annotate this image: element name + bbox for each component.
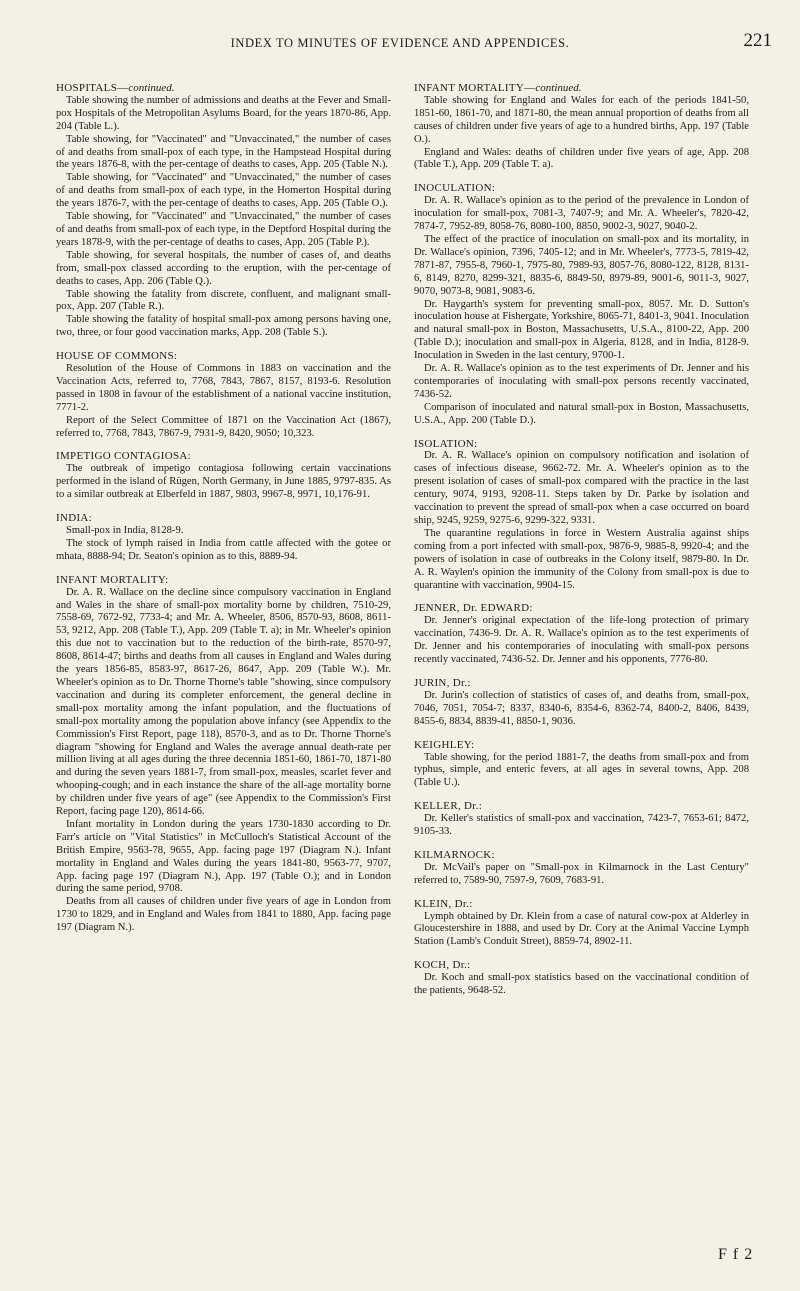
entry-paragraph: Table showing, for "Vaccinated" and "Unvaccinated," the number of cases of and deaths from small-pox of each type, in the Deptford Hospital during the years 1878-9, with the per-centage of deaths to cases, App. 205 (Table P.).: [56, 211, 391, 248]
entry-heading-text: JURIN, Dr.:: [414, 676, 471, 689]
entry-heading: [414, 739, 749, 752]
entry-heading: [56, 350, 391, 363]
entry-heading: [56, 450, 391, 463]
entry-paragraph: Dr. Jenner's original expectation of the life-long protection of primary vaccination, 7436-9. Dr. A. R. Wallace's opinion as to the test experiments of Dr. Jenner and his contemporaries of inoculating with small-pox persons recently vaccinated, 7436-52. Dr. Jenner and his opponents, 7776-80.: [414, 615, 749, 666]
entry-paragraph: Table showing, for "Vaccinated" and "Unvaccinated," the number of cases of and deaths from small-pox of each type, in the Hampstead Hospital during the years 1876-8, with the per-centage of deaths to cases, App. 205 (Table N.).: [56, 133, 391, 171]
entry-heading-text: ISOLATION:: [414, 437, 478, 450]
entry-paragraph: The outbreak of impetigo contagiosa following certain vaccinations performed in the island of Rügen, North Germany, in June 1885, 9797-835. As to a similar outbreak at Elberfeld in 1887, 9803, 9967-8, 9971, 10,176-91.: [56, 463, 391, 501]
entry-paragraph: Table showing the number of admissions and deaths at the Fever and Small-pox Hospitals of the Metropolitan Asylums Board, for the years 1870-86, App. 204 (Table L.).: [56, 94, 391, 132]
entry-paragraph: Deaths from all causes of children under five years of age in London from 1730 to 1829, and in England and Wales from 1841 to 1880, App. facing page 197 (Diagram N.).: [56, 896, 391, 934]
page-number: 221: [743, 30, 772, 51]
entry-paragraph: Dr. Koch and small-pox statistics based on the vaccinational condition of the patients, 9648-52.: [414, 972, 749, 997]
entry-heading-text: HOUSE OF COMMONS:: [56, 350, 178, 363]
entry-paragraph: Dr. A. R. Wallace's opinion on compulsory notification and isolation of cases of infectious disease, 9662-72. Mr. A. Wheeler's opinion as to the present isolation of cases of small-pox compared with the practice in the last century, 9074, 9193, 9208-11. Steps taken by Dr. Parke by isolation and vaccination to prevent the spread of small-pox when a case occurred on board ship, 9245, 9259, 9275-6, 9299-322, 9331.: [414, 450, 749, 526]
entry-heading-text: INDIA:: [56, 512, 93, 525]
entry-paragraph: Resolution of the House of Commons in 1883 on vaccination and the Vaccination Acts, referred to, 7768, 7843, 7867, 8157, 8193-6. Resolution passed in 1808 in favour of the establishment of a national vaccine institution, 7771-2.: [56, 363, 391, 413]
index-entry: [414, 82, 749, 172]
entry-paragraph: Table showing for England and Wales for each of the periods 1841-50, 1851-60, 1861-70, and 1871-80, the mean annual proportion of deaths from all causes of children under five years of age to a hundred births, App. 197 (Table O.).: [414, 94, 749, 145]
entry-heading-text: KOCH, Dr.:: [414, 959, 471, 972]
entry-heading: [414, 800, 749, 813]
entry-paragraph: Report of the Select Committee of 1871 on the Vaccination Act (1867), referred to, 7768, 7843, 7867-9, 7931-9, 8420, 9050; 10,323.: [56, 414, 391, 439]
index-entry: [414, 849, 749, 888]
entry-heading-text: KILMARNOCK:: [414, 848, 495, 861]
entry-heading-text: KELLER, Dr.:: [414, 800, 483, 813]
left-column: [56, 82, 391, 945]
index-entry: [414, 677, 749, 729]
entry-paragraph: Dr. Keller's statistics of small-pox and vaccination, 7423-7, 7653-61; 8472, 9105-33.: [414, 813, 749, 838]
index-entry: [56, 82, 391, 340]
entry-paragraph: Dr. Haygarth's system for preventing small-pox, 8057. Mr. D. Sutton's inoculation house at Fishergate, Yorkshire, 8065-71, 8401-3, 9041. Inoculation and natural small-pox in Boston, Massachusetts, U.S.A., 8100-22, App. 200 (Table D.); inoculation and small-pox in Algeria, 8128, and in India, 8128-9. Inoculation in Sweden in the last century, 9700-1.: [414, 298, 749, 362]
entry-heading-text: JENNER, Dr. EDWARD:: [414, 602, 533, 615]
entry-heading: [414, 602, 749, 615]
entry-heading-text: KLEIN, Dr.:: [414, 897, 473, 910]
index-entry: [414, 602, 749, 667]
entry-paragraph: Table showing the fatality from discrete, confluent, and malignant small-pox, App. 207 (Table R.).: [56, 288, 391, 313]
entry-heading: [414, 898, 749, 911]
entry-heading-text: INFANT MORTALITY:: [56, 573, 169, 586]
page-header: INDEX TO MINUTES OF EVIDENCE AND APPENDICES.: [230, 36, 570, 50]
entry-heading-continued: continued.: [128, 82, 175, 94]
index-entry: [56, 350, 391, 440]
entry-heading-text: HOSPITALS—: [56, 82, 129, 94]
index-entry: [414, 182, 749, 427]
signature-mark: F f 2: [718, 1246, 754, 1263]
entry-paragraph: The effect of the practice of inoculation on small-pox and its mortality, in Dr. Wallace's opinion, 7396, 7405-12; and in Mr. Wheeler's, 7773-5, 7819-42, 7871-87, 7955-8, 7960-1, 7975-80, 7989-93, 8057-76, 8080-122, 8128, 8131-6, 8149, 8270, 8299-321, 8835-6, 8849-50, 8979-89, 9001-6, 9011-3, 9027, 9070, 9073-8, 9081, 9083-6.: [414, 233, 749, 297]
entry-paragraph: Infant mortality in London during the years 1730-1830 according to Dr. Farr's article on "Vital Statistics" in McCulloch's Statistical Account of the British Empire, 9563-78, 9655, App. facing page 197 (Diagram N.). Infant mortality in England and Wales during the years 1841-80, 9563-77, 9707, App. facing page 197 (Diagram N.), App. 197 (Table O.); and in London during the same period, 9708.: [56, 818, 391, 895]
entry-paragraph: The quarantine regulations in force in Western Australia against ships coming from a port infected with small-pox, 9876-9, 9885-8, 9920-4; and the powers of isolation in case of outbreaks in the Colony itself, 9879-80. In Dr. A. R. Waylen's opinion the immunity of the Colony from small-pox is due to quarantine with vaccination, 9904-15.: [414, 527, 749, 591]
entry-heading: [414, 849, 749, 862]
entry-paragraph: Dr. A. R. Wallace's opinion as to the test experiments of Dr. Jenner and his contemporaries of inoculating with small-pox persons recently vaccinated, 7436-52.: [414, 363, 749, 400]
entry-paragraph: Comparison of inoculated and natural small-pox in Boston, Massachusetts, U.S.A., App. 200 (Table D.).: [414, 401, 749, 426]
entry-paragraph: The stock of lymph raised in India from cattle affected with the gotee or mhata, 8888-94; Dr. Seaton's opinion as to this, 8889-94.: [56, 537, 391, 562]
index-entry: [414, 959, 749, 998]
entry-paragraph: Lymph obtained by Dr. Klein from a case of natural cow-pox at Alderley in Gloucestershire in 1888, and used by Dr. Cory at the Animal Vaccine Lymph Station (Lamb's Conduit Street), 8859-74, 8902-11.: [414, 910, 749, 948]
entry-paragraph: Table showing the fatality of hospital small-pox among persons having one, two, three, or four good vaccination marks, App. 208 (Table S.).: [56, 314, 391, 339]
entry-heading-text: INFANT MORTALITY—: [414, 82, 536, 94]
entry-heading: [414, 438, 749, 451]
entry-heading-text: IMPETIGO CONTAGIOSA:: [56, 450, 191, 463]
entry-paragraph: Dr. Jurin's collection of statistics of cases of, and deaths from, small-pox, 7046, 7051, 7054-7; 8337, 8340-6, 8354-6, 8362-74, 8400-2, 8406, 8439, 8455-6, 8834, 8839-41, 8850-1, 9036.: [414, 689, 749, 727]
entry-heading-text: KEIGHLEY:: [414, 738, 475, 751]
entry-heading: [56, 574, 391, 587]
entry-heading: [414, 182, 749, 195]
index-entry: [414, 739, 749, 791]
entry-heading: [414, 82, 749, 95]
index-entry: [414, 438, 749, 593]
index-entry: [56, 450, 391, 502]
entry-paragraph: Table showing, for the period 1881-7, the deaths from small-pox and from typhus, simple, and enteric fevers, at all ages in several towns, App. 208 (Table U.).: [414, 751, 749, 789]
entry-paragraph: England and Wales: deaths of children under five years of age, App. 208 (Table T.), App. 209 (Table T. a).: [414, 146, 749, 171]
entry-heading-text: INOCULATION:: [414, 182, 496, 195]
entry-paragraph: Table showing, for "Vaccinated" and "Unvaccinated," the number of cases of and deaths from small-pox of each type, in the Homerton Hospital during the years 1876-7, with the per-centage of deaths to cases, App. 205 (Table O.).: [56, 172, 391, 210]
entry-paragraph: Dr. McVail's paper on "Small-pox in Kilmarnock in the Last Century" referred to, 7589-90, 7597-9, 7609, 7683-91.: [414, 861, 749, 886]
entry-paragraph: Table showing, for several hospitals, the number of cases of, and deaths from, small-pox classed according to the eruption, with the per-centage of deaths to cases, App. 206 (Table Q.).: [56, 249, 391, 287]
entry-heading: [56, 512, 391, 525]
entry-heading: [414, 677, 749, 690]
entry-paragraph: Dr. A. R. Wallace's opinion as to the period of the prevalence in London of inoculation for small-pox, 7081-3, 7407-9; and Mr. A. Wheeler's, 7820-42, 7874-7, 7952-89, 8058-76, 8080-100, 8850, 9002-3, 9027, 9040-2.: [414, 195, 749, 233]
entry-heading: [56, 82, 391, 95]
index-entry: [414, 800, 749, 839]
entry-paragraph: Small-pox in India, 8128-9.: [66, 525, 184, 536]
index-entry: [56, 574, 391, 935]
entry-heading: [414, 959, 749, 972]
index-entry: [56, 512, 391, 564]
entry-paragraph: Dr. A. R. Wallace on the decline since compulsory vaccination in England and Wales in the share of small-pox mortality borne by children, 7510-29, 7558-69, 7672-92, 7733-4; and Mr. A. Wheeler, 8506, 8570-93, 8608, 8611-53, 9212, App. 208 (Table T.), App. 209 (Table T. a); in Mr. Wheeler's opinion this due not to vaccination but to the reduction of the birth-rate, 8570-97, 8608, 8614-47; births and deaths from all causes in England and Wales during the years 1856-85, 8583-97, 8617-26, 8647, App. 209 (Table W.). Mr. Wheeler's opinion as to Dr. Thorne Thorne's table "showing, since compulsory vaccination and during its completer enforcement, the general decline in small-pox mortality among the infant population, and the fluctuations of small-pox mortality among the population above infancy (see Appendix to the Commission's First Report, page 118), 8570-3, and as to Dr. Thorne Thorne's diagram "showing for England and Wales the average annual death-rate per million living at all ages during the three decennia 1851-60, 1861-70, 1871-80 and during the seven years 1881-7, from small-pox, measles, scarlet fever and whooping-cough; and in each instance the share of the all-age mortality borne by children under five years of age" (see Appendix to the Commission's First Report, facing page 120), 8614-66.: [56, 586, 391, 818]
entry-heading-continued: continued.: [535, 82, 582, 94]
right-column: [414, 82, 749, 1008]
index-entry: [414, 898, 749, 950]
